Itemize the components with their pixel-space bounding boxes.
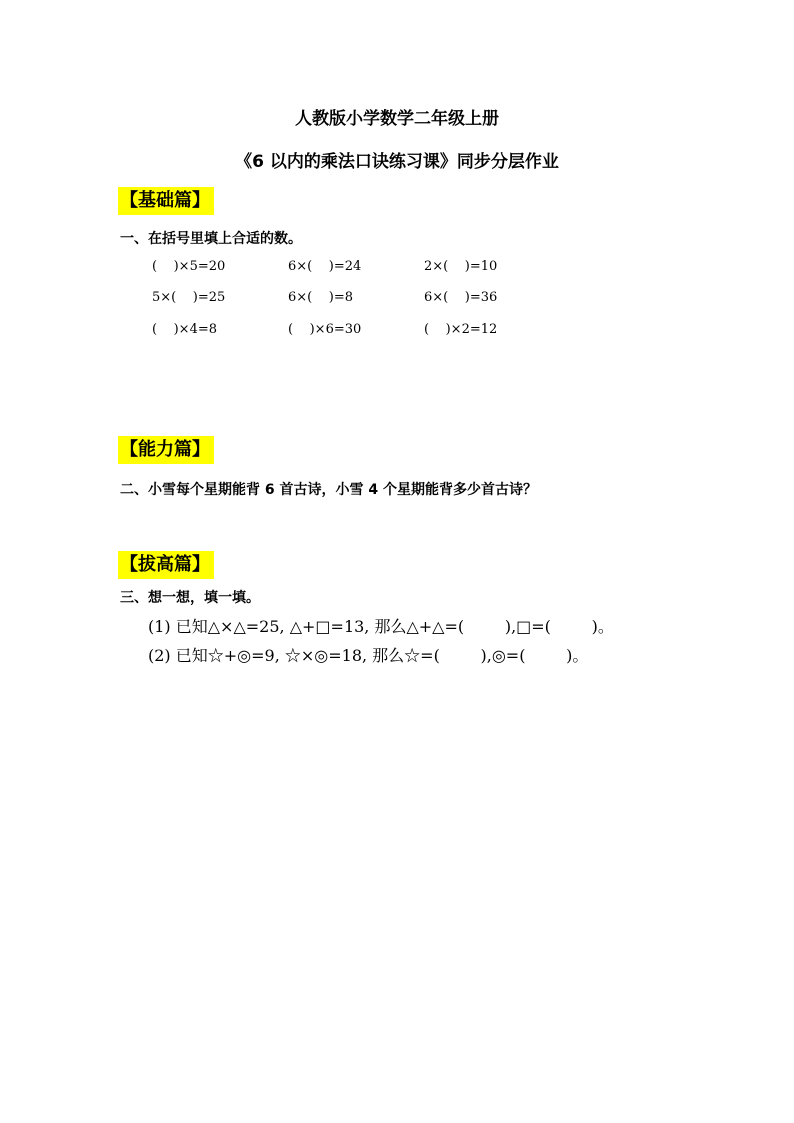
question-3-item-2: (2) 已知☆+◎=9, ☆×◎=18, 那么☆=( ),◎=( )。	[148, 646, 589, 665]
question-2-heading: 二、小雪每个星期能背 6 首古诗，小雪 4 个星期能背多少首古诗？	[120, 482, 537, 498]
exercise-item: ( )×2=12	[424, 322, 498, 337]
exercise-item: 2×( )=10	[424, 259, 498, 274]
exercise-item: 5×( )=25	[152, 290, 226, 305]
question-3-item-1: (1) 已知△×△=25, △+□=13, 那么△+△=( ),□=( )。	[148, 617, 614, 636]
exercise-item: ( )×4=8	[152, 322, 217, 337]
question-3-heading: 三、想一想，填一填。	[120, 590, 260, 606]
question-1-heading: 一、在括号里填上合适的数。	[120, 231, 302, 247]
exercise-item: 6×( )=36	[424, 290, 498, 305]
section-tag-basic: 【基础篇】	[118, 187, 214, 215]
exercise-item: 6×( )=8	[288, 290, 353, 305]
exercise-item: ( )×5=20	[152, 259, 226, 274]
section-tag-advanced: 【拔高篇】	[118, 551, 214, 579]
section-tag-ability: 【能力篇】	[118, 436, 214, 464]
page-subtitle: 《6 以内的乘法口诀练习课》同步分层作业	[235, 152, 559, 172]
page-title: 人教版小学数学二年级上册	[295, 109, 499, 129]
exercise-item: 6×( )=24	[288, 259, 362, 274]
exercise-item: ( )×6=30	[288, 322, 362, 337]
